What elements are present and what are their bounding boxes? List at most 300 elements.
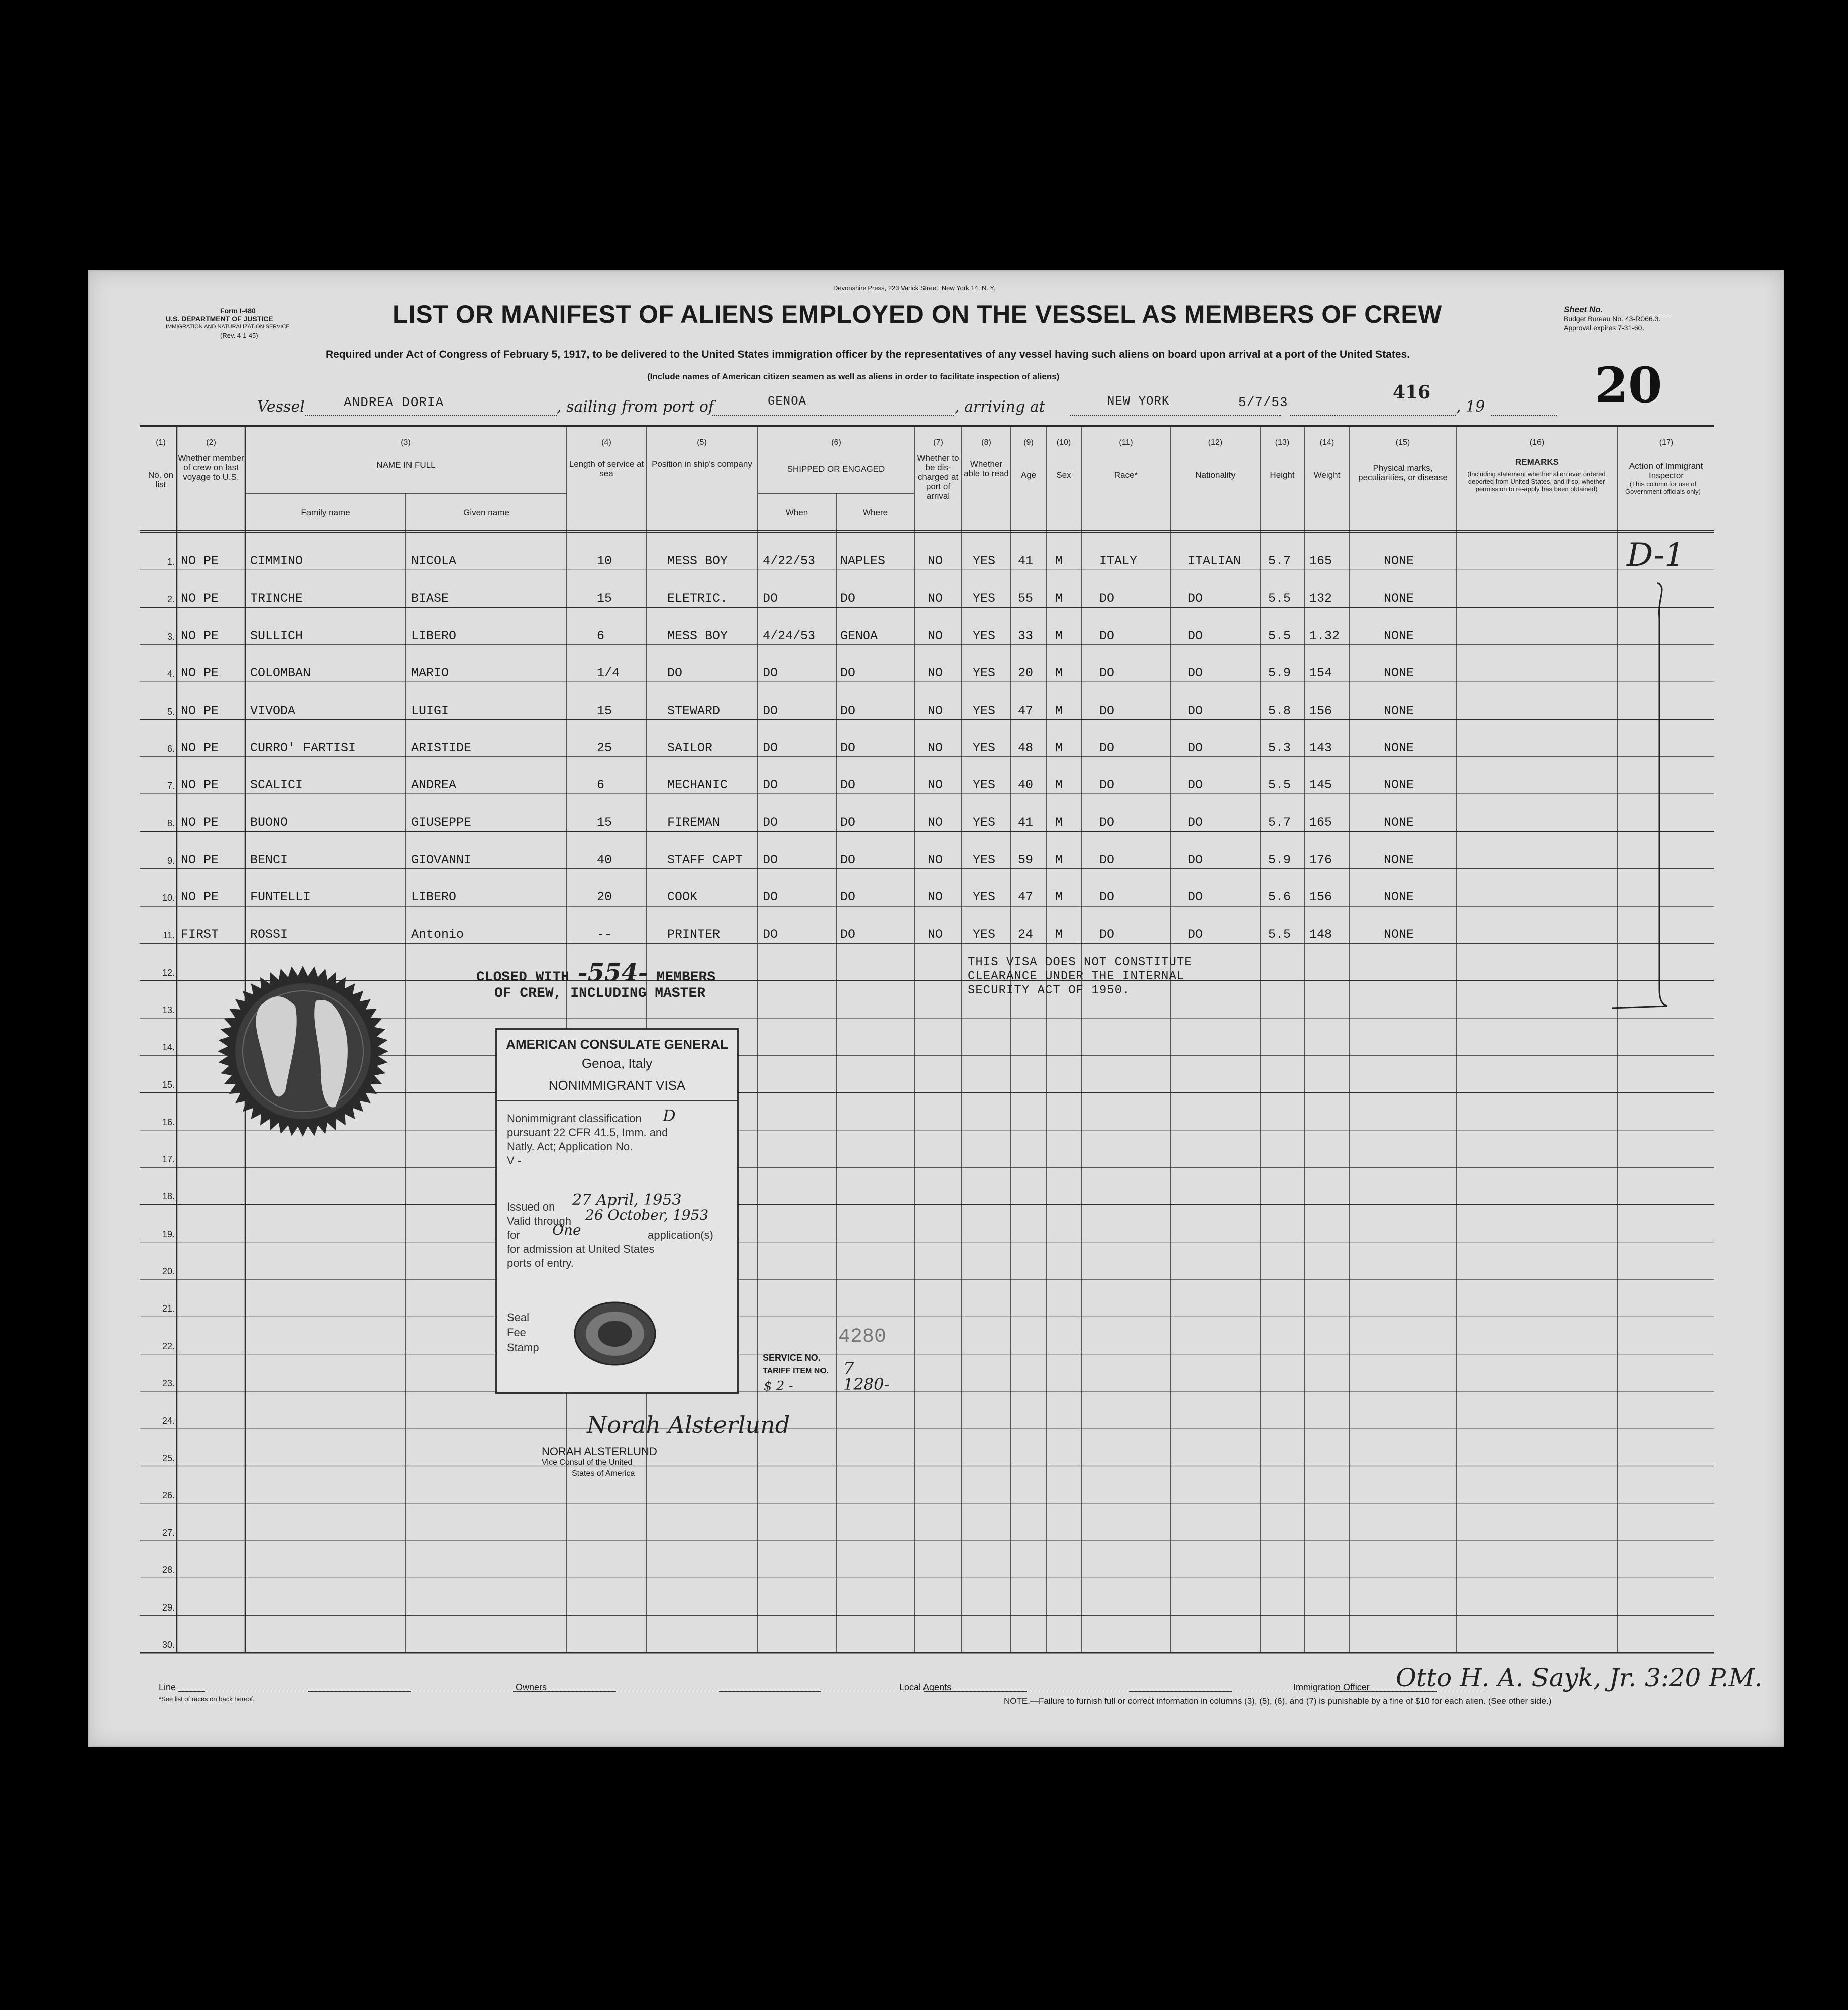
crew-age: 24 [1018,927,1034,942]
row-number: 2. [167,594,175,605]
crew-read: YES [973,927,996,942]
classification-label: Nonimmigrant classification [507,1112,642,1125]
crew-marks: NONE [1384,778,1414,793]
applications-text: application(s) [648,1229,713,1241]
sheet-label: Sheet No. [1564,305,1603,314]
closed-line2: OF CREW, INCLUDING MASTER [494,986,706,1001]
crew-given: NICOLA [411,554,457,569]
admission-text: for admission at United States [507,1243,655,1255]
crew-age: 55 [1018,591,1034,606]
race-note: *See list of races on back hereof. [159,1695,255,1703]
column-header: Height [1270,470,1295,480]
crew-prev: NO PE [181,591,219,606]
port-of-sailing: GENOA [768,395,807,409]
crew-height: 5.7 [1268,815,1291,830]
inspector-bracket [1607,578,1677,1030]
footer-underline [178,1691,1484,1692]
crew-service: 15 [597,591,612,606]
crew-when: 4/24/53 [763,628,816,643]
tariff-value: 7 [843,1359,854,1379]
crew-family: BUONO [250,815,288,830]
column-number: (9) [1023,438,1034,447]
row-number: 27. [162,1528,175,1538]
crew-where: DO [840,852,856,867]
members-label: MEMBERS [656,970,716,985]
crew-nat: DO [1188,927,1203,942]
crew-sex: M [1055,591,1063,606]
crew-height: 5.7 [1268,554,1291,569]
crew-weight: 165 [1309,554,1332,569]
crew-nat: ITALIAN [1188,554,1241,569]
column-number: (17) [1659,438,1674,447]
crew-service: -- [597,927,612,942]
column-header: Weight [1313,470,1341,480]
crew-when: DO [763,815,778,830]
valid-value: 26 October, 1953 [585,1207,709,1223]
row-number: 15. [162,1079,175,1090]
crew-service: 15 [597,703,612,718]
crew-nat: DO [1188,852,1203,867]
crew-service: 20 [597,890,612,904]
crew-service: 25 [597,740,612,755]
when-header: When [785,508,808,517]
column-number: (2) [206,438,216,447]
crew-race: ITALY [1099,554,1138,569]
crew-prev: NO PE [181,740,219,755]
form-number: Form I-480 [220,307,256,315]
crew-age: 20 [1018,666,1034,681]
crew-disch: NO [928,815,943,830]
column-number: (6) [831,438,841,447]
column-number: (5) [697,438,707,447]
row-number: 23. [162,1378,175,1388]
row-number: 18. [162,1191,175,1202]
crew-weight: 143 [1309,740,1332,755]
column-header: Length of service at sea [569,459,644,478]
consulate-city: Genoa, Italy [581,1056,653,1071]
fee-amount: $ 2 - [764,1379,793,1394]
row-number: 4. [167,669,175,679]
service-no-label: SERVICE NO. [763,1353,821,1363]
crew-family: BENCI [250,852,288,867]
inspector-action: D-1 [1627,537,1685,574]
footer-local-agents: Local Agents [899,1682,952,1692]
crew-when: DO [763,778,778,793]
crew-marks: NONE [1384,591,1414,606]
valid-label: Valid through [507,1215,572,1227]
crew-nat: DO [1188,778,1203,793]
crew-weight: 156 [1309,890,1332,904]
row-number: 16. [162,1117,175,1127]
crew-disch: NO [928,852,943,867]
crew-prev: NO PE [181,666,219,681]
column-header: Position in ship's company [652,459,752,469]
closed-label: CLOSED WITH [476,970,569,985]
crew-read: YES [973,890,996,904]
crew-when: DO [763,740,778,755]
crew-position: MESS BOY [667,628,728,643]
row-number: 6. [167,743,175,754]
crew-position: MECHANIC [667,778,728,793]
crew-family: SCALICI [250,778,303,793]
column-header: Whether to be dis-charged at port of arrival [917,453,959,501]
crew-disch: NO [928,778,943,793]
printer-imprint: Devonshire Press, 223 Varick Street, New York 14, N. Y. [833,284,995,292]
row-number: 7. [167,781,175,791]
crew-prev: NO PE [181,815,219,830]
crew-age: 41 [1018,554,1034,569]
row-number: 1. [167,557,175,567]
crew-age: 47 [1018,890,1034,904]
crew-where: DO [840,591,856,606]
seal-label: Seal [507,1311,530,1324]
crew-sex: M [1055,815,1063,830]
crew-age: 59 [1018,852,1034,867]
natly-text: Natly. Act; Application No. [507,1140,633,1153]
column-header: Whether member of crew on last voyage to U.S. [178,453,244,482]
for-value: One [552,1222,581,1238]
row-number: 30. [162,1640,175,1650]
row-number: 28. [162,1565,175,1575]
tariff-label: TARIFF ITEM NO. [763,1367,829,1375]
consul-signature: Norah Alsterlund [587,1411,790,1438]
crew-race: DO [1099,666,1115,681]
column-header: Physical marks, peculiarities, or disease [1358,463,1448,482]
footer-line: Line [159,1682,176,1692]
crew-position: STAFF CAPT [667,852,743,867]
row-number: 9. [167,855,175,866]
row-number: 29. [162,1602,175,1613]
legal-subtitle: Required under Act of Congress of February 5, 1917, to be delivered to the United States immigration officer by the representatives of any vessel having such aliens on board upon arrival at a port of the United States. [326,349,1410,360]
crew-marks: NONE [1384,666,1414,681]
crew-when: 4/22/53 [763,554,816,569]
crew-height: 5.9 [1268,666,1291,681]
consul-name: NORAH ALSTERLUND [542,1445,657,1458]
visa-note-1: THIS VISA DOES NOT CONSTITUTE [968,956,1192,969]
approval-expiry: Approval expires 7-31-60. [1564,324,1645,332]
crew-race: DO [1099,778,1115,793]
crew-height: 5.5 [1268,927,1291,942]
stamp-label: Stamp [507,1341,539,1354]
crew-race: DO [1099,591,1115,606]
crew-sex: M [1055,628,1063,643]
column-header: Race* [1114,470,1138,480]
crew-prev: NO PE [181,554,219,569]
crew-where: DO [840,740,856,755]
crew-family: CIMMINO [250,554,303,569]
form-revision: (Rev. 4-1-45) [220,332,258,339]
crew-where: DO [840,778,856,793]
crew-position: MESS BOY [667,554,728,569]
fee-label: Fee [507,1326,526,1339]
crew-prev: NO PE [181,628,219,643]
stamp-divider [497,1100,737,1101]
crew-age: 33 [1018,628,1034,643]
officer-signature: Otto H. A. Sayk, Jr. 3:20 P.M. [1396,1663,1763,1692]
crew-sex: M [1055,852,1063,867]
row-number: 21. [162,1303,175,1314]
crew-height: 5.8 [1268,703,1291,718]
crew-age: 47 [1018,703,1034,718]
row-number: 14. [162,1042,175,1053]
ports-text: ports of entry. [507,1257,574,1269]
crew-marks: NONE [1384,927,1414,942]
row-number: 22. [162,1341,175,1351]
crew-read: YES [973,815,996,830]
crew-family: SULLICH [250,628,303,643]
crew-marks: NONE [1384,890,1414,904]
crew-weight: 132 [1309,591,1332,606]
column-header: No. on list [148,470,174,489]
crew-marks: NONE [1384,815,1414,830]
crew-read: YES [973,628,996,643]
arriving-label: , arriving at [955,398,1045,416]
column-number: (3) [401,438,411,447]
crew-where: NAPLES [840,554,886,569]
crew-prev: NO PE [181,703,219,718]
crew-weight: 145 [1309,778,1332,793]
column-number: (11) [1119,438,1133,447]
fine-note: NOTE.—Failure to furnish full or correct information in columns (3), (5), (6), and (7) is punishable by a fine of $10 for each alien. (See other side.) [1004,1696,1552,1706]
footer-owners: Owners [516,1682,547,1692]
crew-prev: NO PE [181,852,219,867]
crew-race: DO [1099,740,1115,755]
crew-given: ARISTIDE [411,740,472,755]
crew-disch: NO [928,890,943,904]
crew-height: 5.6 [1268,890,1291,904]
crew-marks: NONE [1384,852,1414,867]
fee-number: 1280- [843,1375,890,1394]
column-number: (10) [1056,438,1071,447]
crew-given: BIASE [411,591,449,606]
crew-where: DO [840,890,856,904]
crew-sex: M [1055,927,1063,942]
crew-family: FUNTELLI [250,890,311,904]
row-number: 8. [167,818,175,829]
vessel-name: ANDREA DORIA [344,395,444,410]
crew-nat: DO [1188,591,1203,606]
crew-when: DO [763,852,778,867]
crew-weight: 165 [1309,815,1332,830]
crew-where: DO [840,927,856,942]
crew-marks: NONE [1384,554,1414,569]
column-number: (8) [981,438,991,447]
column-number: (14) [1319,438,1334,447]
fee-stamp-icon [567,1296,663,1371]
crew-read: YES [973,554,996,569]
crew-race: DO [1099,703,1115,718]
crew-service: 1/4 [597,666,620,681]
crew-position: DO [667,666,683,681]
crew-service: 6 [597,778,605,793]
crew-race: DO [1099,628,1115,643]
column-number: (1) [156,438,166,447]
crew-sex: M [1055,778,1063,793]
crew-sex: M [1055,666,1063,681]
budget-bureau: Budget Bureau No. 43-R066.3. [1564,315,1661,323]
row-number: 5. [167,706,175,717]
column-header: SHIPPED OR ENGAGED [787,464,885,474]
service-no: 4280 [838,1326,887,1348]
crew-position: SAILOR [667,740,713,755]
crew-prev: FIRST [181,927,219,942]
for-label: for [507,1229,520,1241]
crew-given: Antonio [411,927,464,942]
crew-nat: DO [1188,703,1203,718]
crew-when: DO [763,703,778,718]
footer-officer-label: Immigration Officer [1293,1682,1370,1692]
crew-height: 5.5 [1268,628,1291,643]
crew-race: DO [1099,852,1115,867]
vessel-label: Vessel [257,398,305,416]
row-number: 13. [162,1004,175,1015]
crew-position: ELETRIC. [667,591,728,606]
visa-note-3: SECURITY ACT OF 1950. [968,984,1131,997]
crew-service: 6 [597,628,605,643]
crew-given: LUIGI [411,703,449,718]
crew-read: YES [973,852,996,867]
crew-where: GENOA [840,628,878,643]
embossed-seal [200,961,411,1142]
crew-weight: 154 [1309,666,1332,681]
crew-weight: 148 [1309,927,1332,942]
crew-given: GIOVANNI [411,852,472,867]
crew-age: 41 [1018,815,1034,830]
classification-value: D [663,1106,676,1125]
row-number: 26. [162,1490,175,1500]
column-number: (12) [1208,438,1223,447]
consul-title-1: Vice Consul of the United [542,1458,633,1467]
sheet-number: 20 [1595,357,1662,414]
column-header: REMARKS [1515,457,1559,467]
page-title: LIST OR MANIFEST OF ALIENS EMPLOYED ON THE VESSEL AS MEMBERS OF CREW [393,300,1442,328]
row-number: 10. [162,893,175,903]
crew-nat: DO [1188,815,1203,830]
closed-with [476,959,715,987]
crew-given: ANDREA [411,778,457,793]
crew-read: YES [973,591,996,606]
row-number: 24. [162,1416,175,1426]
crew-given: LIBERO [411,628,457,643]
visa-note-2: CLEARANCE UNDER THE INTERNAL [968,970,1185,983]
row-number: 17. [162,1154,175,1165]
issued-value: 27 April, 1953 [572,1191,682,1209]
crew-sex: M [1055,554,1063,569]
row-number: 19. [162,1229,175,1239]
crew-weight: 1.32 [1309,628,1340,643]
crew-when: DO [763,927,778,942]
crew-nat: DO [1188,890,1203,904]
crew-position: FIREMAN [667,815,721,830]
application-v: V - [507,1154,522,1167]
crew-disch: NO [928,554,943,569]
crew-disch: NO [928,666,943,681]
manifest-number: 416 [1393,382,1431,403]
column-number: (4) [601,438,611,447]
crew-nat: DO [1188,740,1203,755]
crew-height: 5.9 [1268,852,1291,867]
crew-given: GIUSEPPE [411,815,472,830]
crew-height: 5.5 [1268,778,1291,793]
crew-read: YES [973,703,996,718]
row-number: 25. [162,1453,175,1463]
crew-disch: NO [928,927,943,942]
year-label: , 19 [1456,398,1485,416]
remarks-note: (Including statement whether alien ever ordered deported from United States, and if so, whether permission to re-apply has been obtained) [1467,470,1606,493]
crew-where: DO [840,666,856,681]
crew-marks: NONE [1384,703,1414,718]
crew-height: 5.3 [1268,740,1291,755]
given-name-header: Given name [463,508,509,517]
crew-age: 48 [1018,740,1034,755]
crew-disch: NO [928,591,943,606]
crew-disch: NO [928,628,943,643]
crew-marks: NONE [1384,628,1414,643]
crew-sex: M [1055,890,1063,904]
visa-stamp [495,1028,739,1394]
crew-prev: NO PE [181,778,219,793]
crew-race: DO [1099,890,1115,904]
inspector-note: (This column for use of Government officials only) [1625,480,1701,495]
crew-when: DO [763,666,778,681]
crew-given: LIBERO [411,890,457,904]
consulate-title: AMERICAN CONSULATE GENERAL [506,1037,728,1052]
crew-where: DO [840,703,856,718]
arrival-date: 5/7/53 [1238,395,1288,410]
row-number: 12. [162,967,175,978]
crew-marks: NONE [1384,740,1414,755]
crew-service: 40 [597,852,612,867]
crew-position: PRINTER [667,927,721,942]
crew-age: 40 [1018,778,1034,793]
crew-position: COOK [667,890,698,904]
crew-nat: DO [1188,628,1203,643]
crew-family: ROSSI [250,927,288,942]
row-number: 11. [163,930,175,941]
crew-family: VIVODA [250,703,296,718]
crew-sex: M [1055,740,1063,755]
crew-prev: NO PE [181,890,219,904]
crew-read: YES [973,740,996,755]
column-header: Nationality [1195,470,1236,480]
arrival-port: NEW YORK [1107,395,1170,409]
crew-disch: NO [928,740,943,755]
row-number: 20. [162,1266,175,1276]
column-header: NAME IN FULL [376,460,436,470]
column-number: (15) [1395,438,1410,447]
column-header: Action of Immigrant Inspector [1629,461,1703,480]
crew-race: DO [1099,927,1115,942]
column-number: (16) [1529,438,1545,447]
crew-sex: M [1055,703,1063,718]
include-note: (Include names of American citizen seamen as well as aliens in order to facilitate inspection of aliens) [647,372,1060,381]
column-header: Whether able to read [964,459,1009,478]
visa-type: NONIMMIGRANT VISA [548,1078,686,1093]
crew-family: COLOMBAN [250,666,311,681]
consul-title-2: States of America [572,1469,635,1478]
crew-given: MARIO [411,666,449,681]
column-header: Age [1020,470,1037,480]
crew-when: DO [763,890,778,904]
issued-label: Issued on [507,1200,555,1213]
crew-read: YES [973,666,996,681]
column-number: (7) [933,438,943,447]
crew-height: 5.5 [1268,591,1291,606]
crew-family: CURRO' FARTISI [250,740,356,755]
department: U.S. DEPARTMENT OF JUSTICE [166,315,273,323]
crew-disch: NO [928,703,943,718]
manifest-sheet [88,270,1784,1747]
